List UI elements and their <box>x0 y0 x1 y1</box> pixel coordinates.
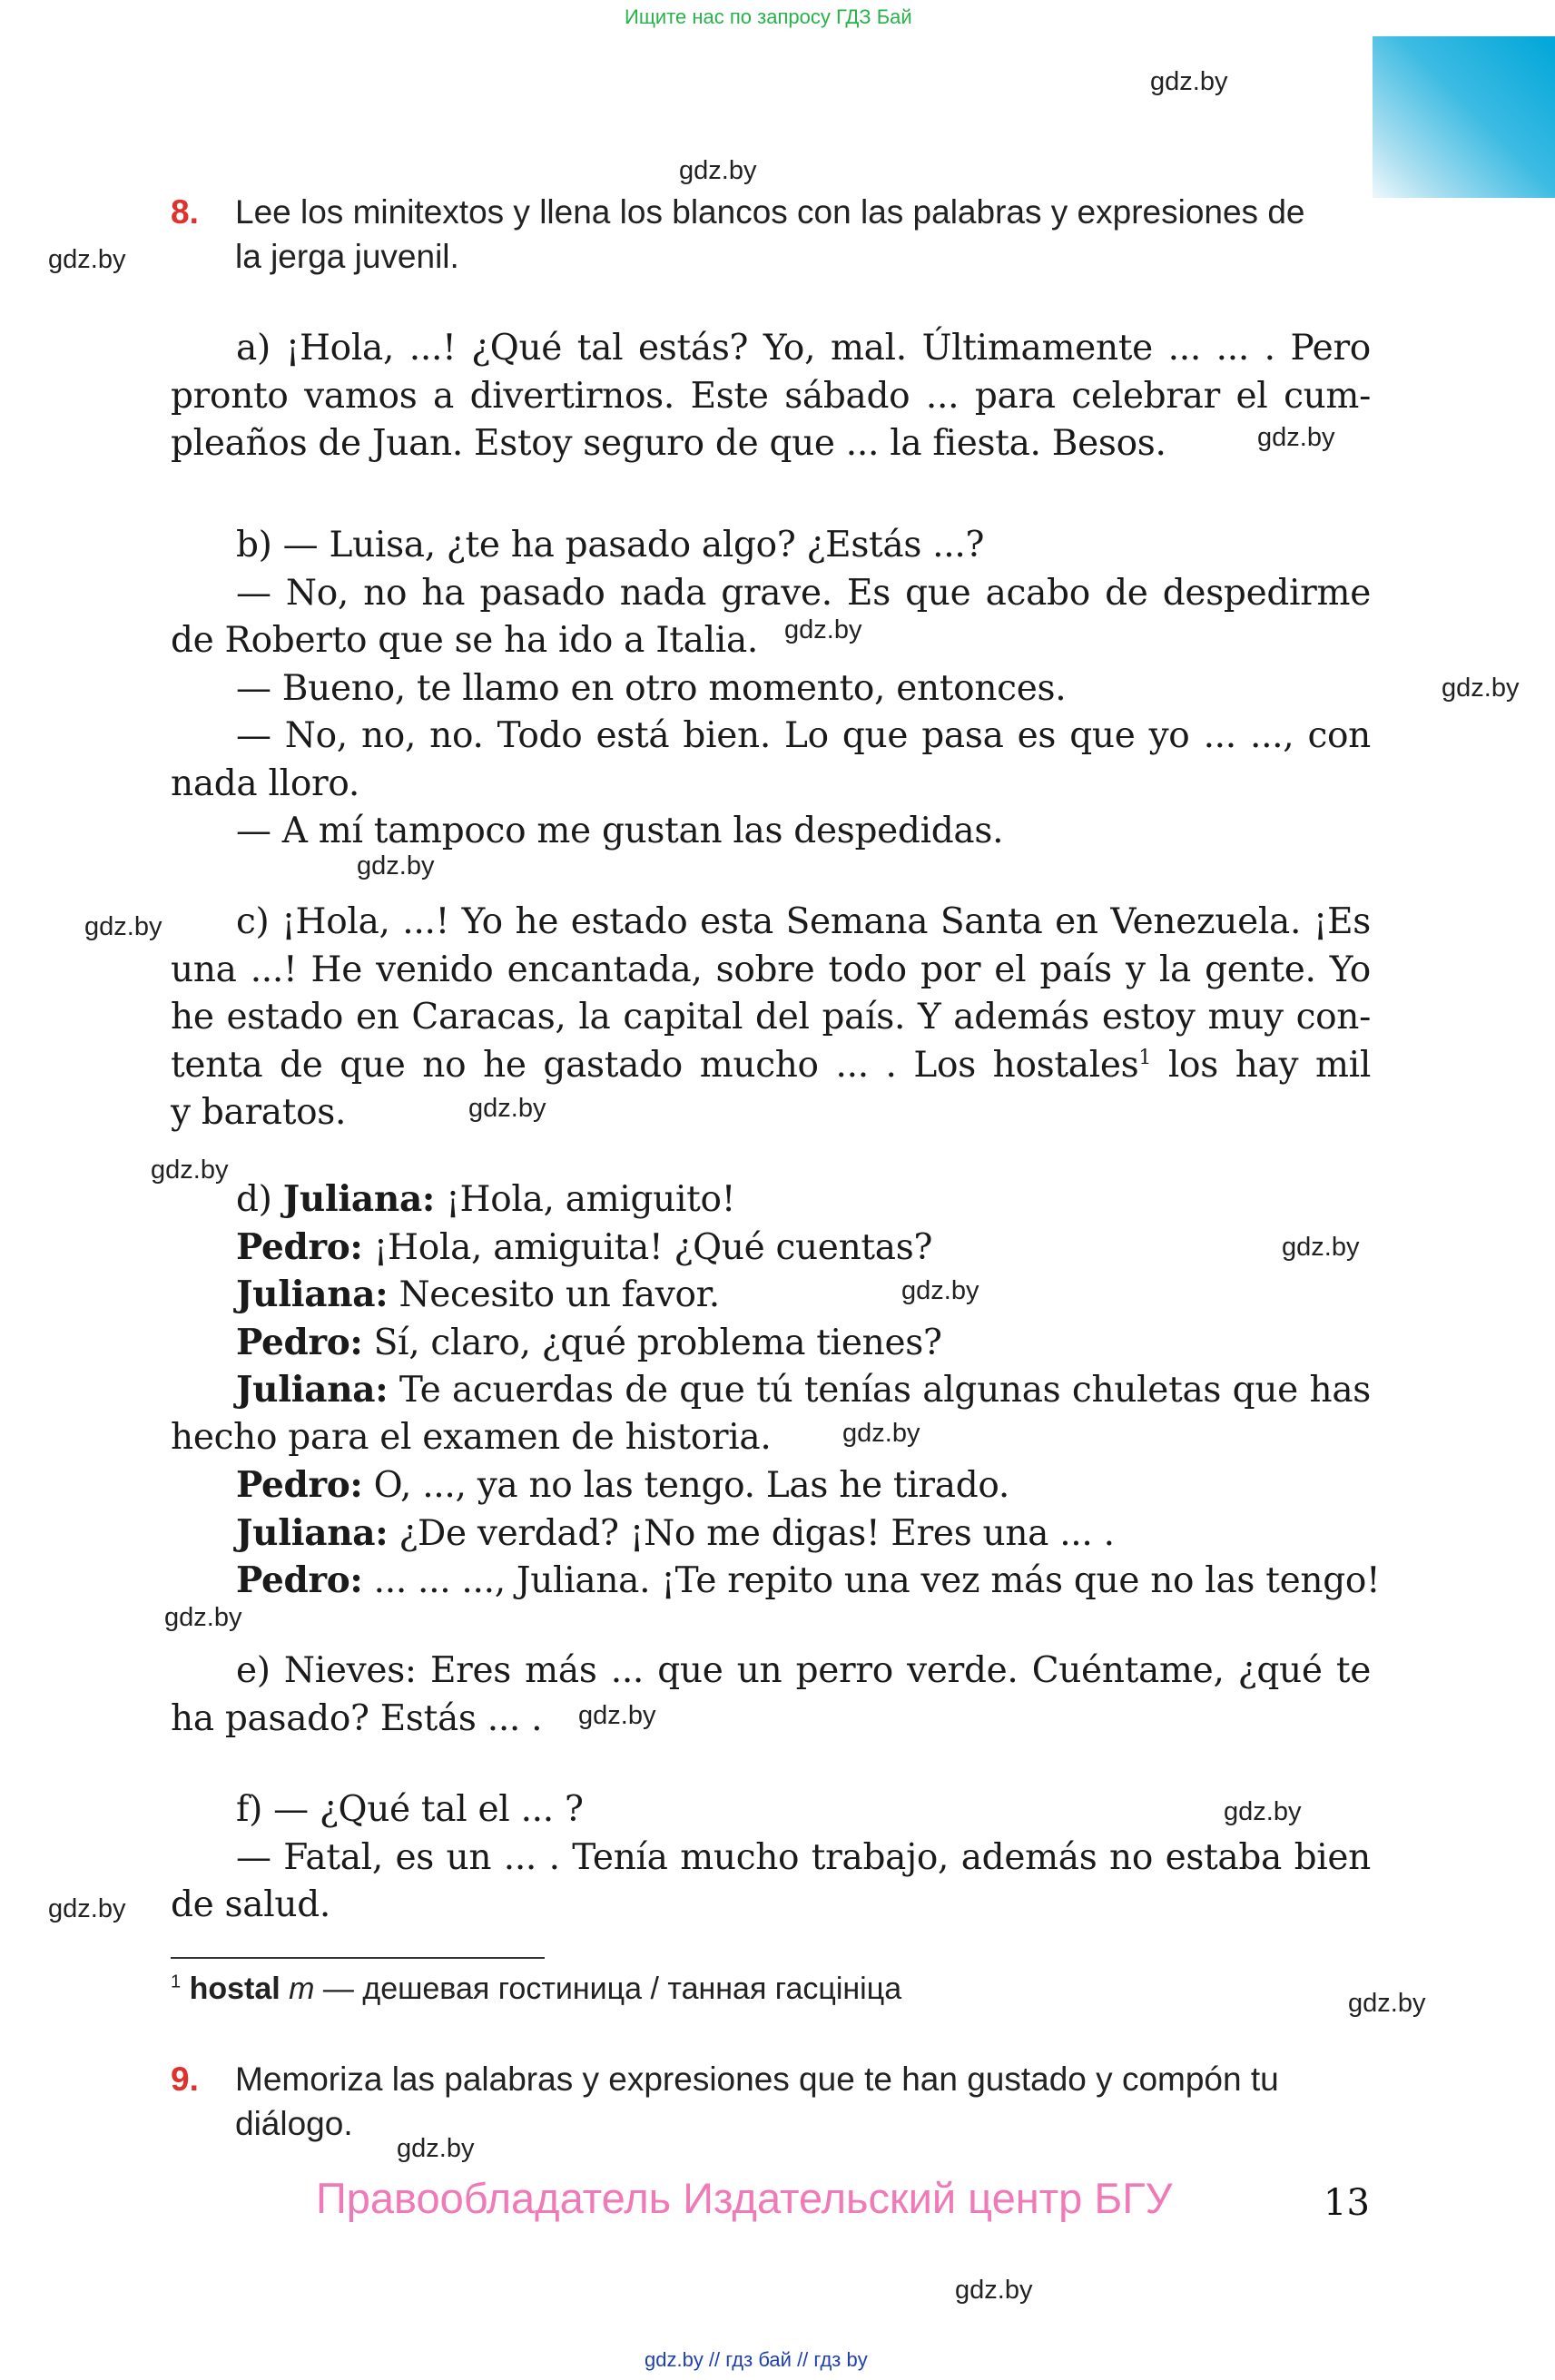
footnote-divider <box>171 1957 545 1959</box>
copyright-owner: Правообладатель Издательский центр БГУ <box>316 2174 1173 2222</box>
watermark: gdz.by <box>1150 67 1228 96</box>
speech: ¡Hola, amiguita! ¿Qué cuentas? <box>362 1226 933 1268</box>
task-number: 9. <box>171 2060 199 2098</box>
watermark: gdz.by <box>151 1156 229 1185</box>
watermark: gdz.by <box>1282 1233 1360 1262</box>
text-span: tenta de que no he gastado mucho ... . Los hostales <box>171 1044 1139 1086</box>
speaker-juliana: Juliana: <box>282 1178 436 1220</box>
text-line: ha pasado? Estás ... . <box>171 1697 543 1739</box>
dialogue-line <box>171 1510 1371 1558</box>
watermark: gdz.by <box>955 2276 1033 2305</box>
footnote <box>171 1972 901 2007</box>
watermark: gdz.by <box>84 912 162 941</box>
text-line: nada lloro. <box>171 762 359 804</box>
dialogue-line <box>171 1366 1371 1414</box>
watermark: gdz.by <box>397 2134 475 2163</box>
speaker-pedro: Pedro: <box>236 1559 363 1601</box>
speech: Te acuerdas de que tú tenías algunas chuletas que has <box>388 1370 1371 1411</box>
text-line: f) — ¿Qué tal el ... ? <box>236 1789 584 1830</box>
corner-decoration <box>1373 36 1555 198</box>
dialogue-line <box>171 1319 1371 1367</box>
task-number: 8. <box>171 193 199 231</box>
speech: ¿De verdad? ¡No me digas! Eres una ... . <box>388 1512 1115 1554</box>
text-line <box>171 1042 1371 1090</box>
text-line: — Fatal, es un ... . Tenía mucho trabajo, además no estaba bien <box>236 1836 1371 1878</box>
dialogue-line: hecho para el examen de historia. <box>171 1416 772 1458</box>
text-line: pleaños de Juan. Estoy seguro de que ... la fiesta. Besos. <box>171 423 1166 464</box>
speaker-juliana: Juliana: <box>236 1369 389 1411</box>
text-line: — No, no ha pasado nada grave. Es que acabo de despedirme <box>236 572 1371 614</box>
text-line: a) ¡Hola, ...! ¿Qué tal estás? Yo, mal. Últimamente ... ... . Pero <box>236 328 1371 369</box>
watermark: gdz.by <box>901 1276 979 1305</box>
minitext-c <box>171 899 1371 1137</box>
footnote-mark: 1 <box>171 1972 182 1992</box>
watermark: gdz.by <box>1442 674 1520 703</box>
minitext-a <box>171 325 1371 468</box>
text-line: he estado en Caracas, la capital del país. Y además estoy muy con- <box>171 997 1371 1038</box>
item-prefix: d) <box>236 1179 283 1220</box>
text-span: los hay mil <box>1151 1044 1371 1086</box>
text-line: de Roberto que se ha ido a Italia. <box>171 620 759 661</box>
watermark: gdz.by <box>164 1603 242 1632</box>
speech: ... ... ..., Juliana. ¡Te repito una vez más que no las tengo! <box>362 1560 1381 1601</box>
speaker-pedro: Pedro: <box>236 1225 363 1268</box>
minitext-f <box>171 1786 1371 1930</box>
text-line: e) Nieves: Eres más ... que un perro verde. Cuéntame, ¿qué te <box>236 1650 1371 1691</box>
text-line: — A mí tampoco me gustan las despedidas. <box>236 811 1004 851</box>
task-instruction: Lee los minitextos y llena los blancos con las palabras y expresiones de <box>235 193 1305 231</box>
dialogue-line <box>171 1557 1381 1605</box>
speech: ¡Hola, amiguito! <box>435 1179 736 1220</box>
footnote-ref: 1 <box>1138 1046 1152 1069</box>
dialogue-line <box>171 1224 1371 1272</box>
watermark: gdz.by <box>357 851 435 880</box>
top-banner[interactable]: Ищите нас по запросу ГДЗ Бай <box>625 5 912 28</box>
text-line: b) — Luisa, ¿te ha pasado algo? ¿Estás ...? <box>236 525 985 565</box>
speaker-pedro: Pedro: <box>236 1464 363 1506</box>
minitext-b <box>171 522 1371 856</box>
dialogue-line <box>171 1461 1371 1510</box>
speaker-juliana: Juliana: <box>236 1274 389 1315</box>
task-instruction: diálogo. <box>235 2105 353 2142</box>
watermark: gdz.by <box>842 1419 920 1448</box>
page-number: 13 <box>1324 2182 1370 2224</box>
bottom-links[interactable]: gdz.by // гдз бай // гдз by <box>645 2348 868 2371</box>
footnote-term: hostal <box>189 1972 280 2006</box>
watermark: gdz.by <box>468 1094 546 1123</box>
watermark: gdz.by <box>578 1701 656 1730</box>
watermark: gdz.by <box>784 615 862 644</box>
text-line: — No, no, no. Todo está bien. Lo que pasa es que yo ... ..., con <box>236 715 1371 756</box>
watermark: gdz.by <box>48 245 126 274</box>
dialogue-line <box>171 1175 1371 1224</box>
watermark: gdz.by <box>679 156 757 185</box>
speech: Sí, claro, ¿qué problema tienes? <box>362 1322 942 1363</box>
task-instruction: la jerga juvenil. <box>235 238 459 275</box>
watermark: gdz.by <box>1257 423 1335 452</box>
footnote-gender: m <box>289 1972 315 2006</box>
speaker-pedro: Pedro: <box>236 1321 363 1363</box>
speech: Necesito un favor. <box>388 1274 720 1315</box>
text-line: una ...! He venido encantada, sobre todo por el país y la gente. Yo <box>171 949 1371 990</box>
footnote-definition: — дешевая гостиница / танная гасцініца <box>314 1972 902 2006</box>
minitext-e <box>171 1647 1371 1743</box>
text-line: pronto vamos a divertirnos. Este sábado ... para celebrar el cum- <box>171 375 1371 417</box>
watermark: gdz.by <box>1224 1797 1302 1826</box>
text-line: c) ¡Hola, ...! Yo he estado esta Semana Santa en Venezuela. ¡Es <box>236 901 1371 942</box>
text-line: — Bueno, te llamo en otro momento, entonces. <box>236 667 1067 709</box>
text-line: de salud. <box>171 1884 330 1925</box>
speaker-juliana: Juliana: <box>236 1511 389 1554</box>
text-line: y baratos. <box>171 1092 347 1133</box>
watermark: gdz.by <box>48 1894 126 1923</box>
speech: O, ..., ya no las tengo. Las he tirado. <box>362 1465 1009 1506</box>
task-instruction: Memoriza las palabras y expresiones que te han gustado y compón tu <box>235 2060 1279 2098</box>
watermark: gdz.by <box>1348 1989 1426 2018</box>
minitext-d <box>171 1175 1381 1605</box>
dialogue-line <box>171 1271 1371 1319</box>
